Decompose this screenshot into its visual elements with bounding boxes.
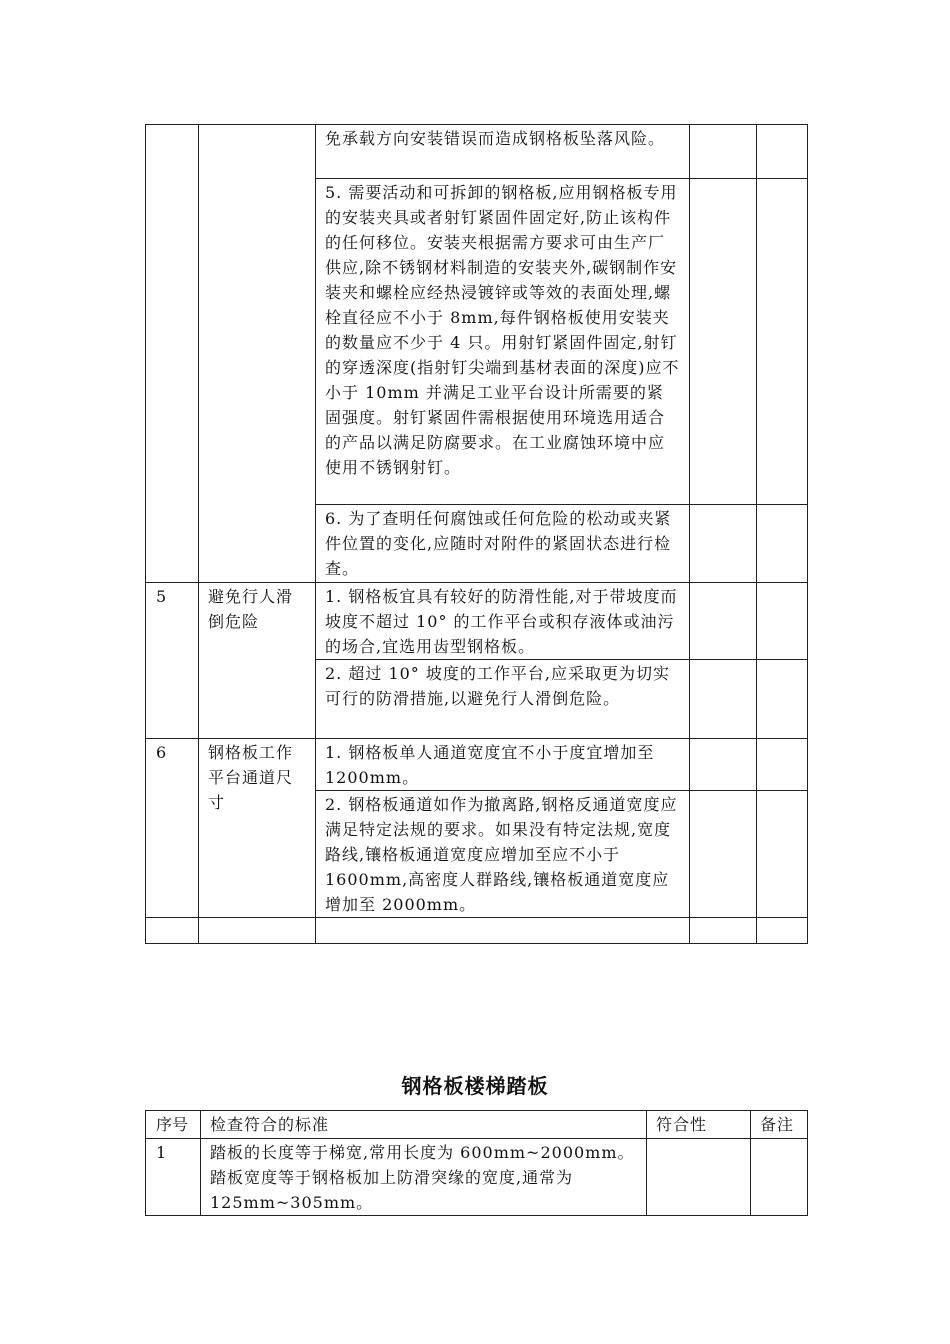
conformity-cell [690,791,757,918]
table-row [146,583,808,660]
header-number: 序号 [146,1111,201,1139]
empty-cell [757,918,808,944]
conformity-cell [647,1139,751,1216]
category-cell: 钢格板工作平台通道尺寸 [199,739,316,918]
empty-cell [199,918,316,944]
section-title: 钢格板楼梯踏板 [401,1074,549,1098]
remarks-cell [757,179,808,505]
requirement-cell: 5. 需要活动和可拆卸的钢格板,应用钢格板专用的安装夹具或者射钉紧固件固定好,防止该构件的任何移位。安装夹根据需方要求可由生产厂供应,除不锈钢材料制造的安装夹外,碳钢制作安装夹和螺栓应经热浸镀锌或等效的表面处理,螺栓直径应不小于 8mm,每件钢格板使用安装夹的数量应不少于 4 只。用射钉紧固件固定,射钉的穿透深度(指射钉尖端到基材表面的深度)应不小于 10mm 并满足工业平台设计所需要的紧固强度。射钉紧固件需根据使用环境选用适合的产品以满足防腐要求。在工业腐蚀环境中应使用不锈钢射钉。 [316,179,690,505]
conformity-cell [690,179,757,505]
remarks-cell [757,660,808,739]
remarks-cell [757,791,808,918]
requirement-cell: 6. 为了查明任何腐蚀或任何危险的松动或夹紧件位置的变化,应随时对附件的紧固状态进行检查。 [316,505,690,583]
row-number-cell [146,125,199,583]
header-remarks: 备注 [751,1111,808,1139]
requirement-cell: 1. 钢格板单人通道宽度宜不小于度宜增加至 1200mm。 [316,739,690,791]
row-number-cell: 5 [146,583,199,739]
empty-cell [146,918,199,944]
table-row-empty [146,918,808,944]
conformity-cell [690,583,757,660]
table-header-row [146,1111,808,1139]
conformity-cell [690,505,757,583]
requirement-cell: 2. 超过 10° 坡度的工作平台,应采取更为切实可行的防滑措施,以避免行人滑倒危险。 [316,660,690,739]
table-row [146,1139,808,1216]
inspection-table-stair-treads [145,1110,808,1216]
conformity-cell [690,739,757,791]
requirement-cell: 1. 钢格板宜具有较好的防滑性能,对于带坡度而坡度不超过 10° 的工作平台或积存液体或油污的场合,宜选用齿型钢格板。 [316,583,690,660]
category-cell: 避免行人滑倒危险 [199,583,316,739]
requirement-cell: 2. 钢格板通道如作为撤离路,钢格反通道宽度应满足特定法规的要求。如果没有特定法规,宽度路线,镶格板通道宽度应增加至应不小于 1600mm,高密度人群路线,镶格板通道宽度应增加至 2000mm。 [316,791,690,918]
remarks-cell [757,583,808,660]
conformity-cell [690,125,757,179]
category-cell [199,125,316,583]
conformity-cell [690,660,757,739]
empty-cell [316,918,690,944]
header-standard: 检查符合的标准 [201,1111,647,1139]
remarks-cell [757,125,808,179]
row-number-cell: 1 [146,1139,201,1216]
table-row [146,125,808,179]
row-number-cell: 6 [146,739,199,918]
header-conformity: 符合性 [647,1111,751,1139]
requirement-cell: 免承载方向安装错误而造成钢格板坠落风险。 [316,125,690,179]
inspection-table-platform [145,124,808,944]
remarks-cell [751,1139,808,1216]
requirement-cell: 踏板的长度等于梯宽,常用长度为 600mm~2000mm。踏板宽度等于钢格板加上防滑突缘的宽度,通常为 125mm~305mm。 [201,1139,647,1216]
remarks-cell [757,739,808,791]
remarks-cell [757,505,808,583]
empty-cell [690,918,757,944]
table-row [146,739,808,791]
